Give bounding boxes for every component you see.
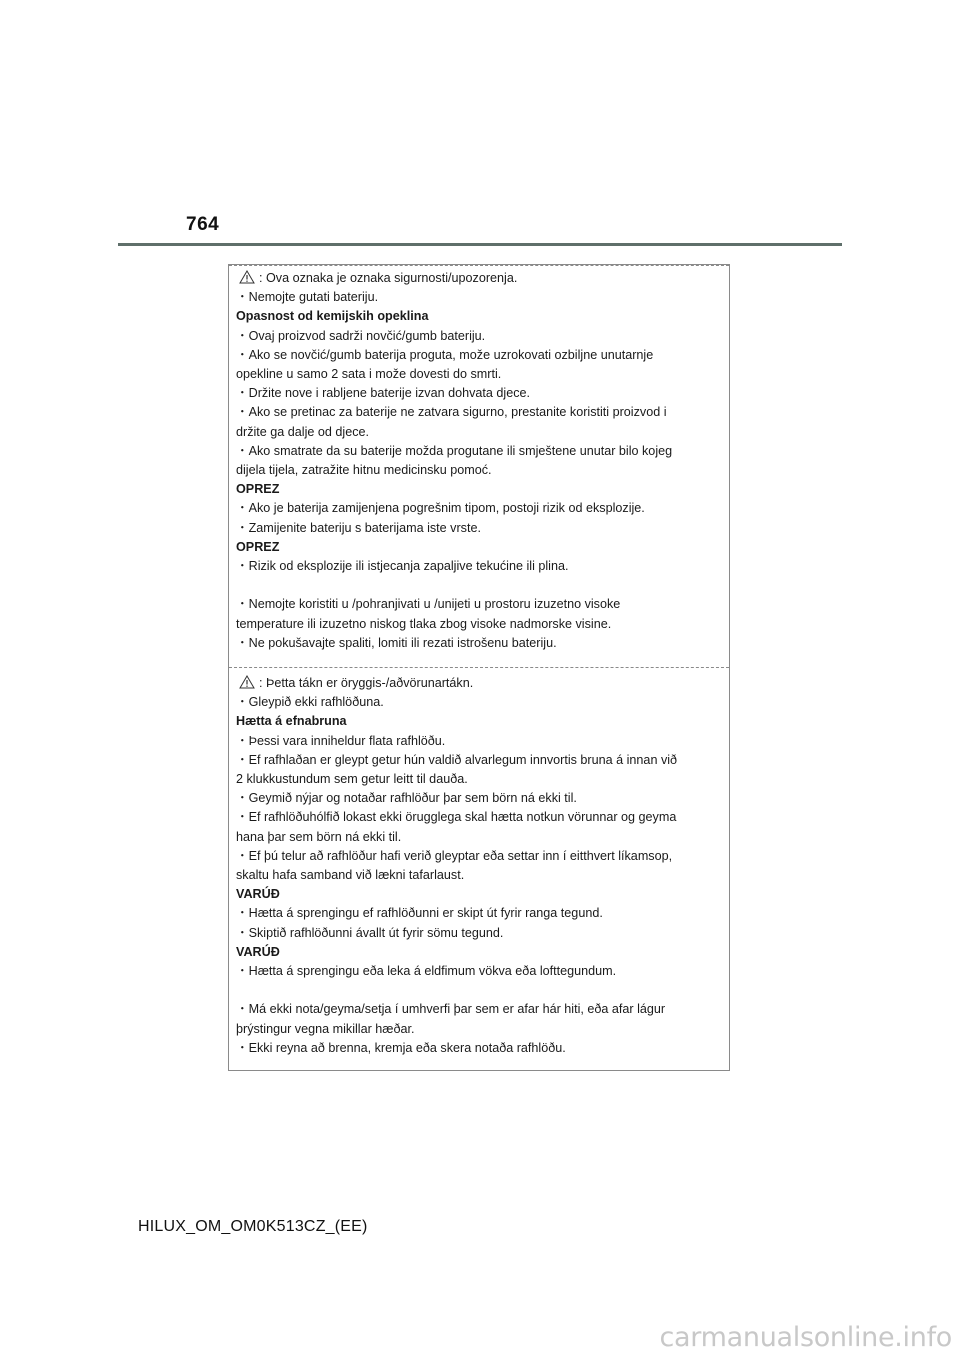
text-line <box>236 595 723 614</box>
line-text: ・Ef þú telur að rafhlöður hafi verið gleyptar eða settar inn í eitthvert líkamsop, <box>236 848 673 863</box>
line-text: ・Nemojte gutati bateriju. <box>236 290 379 305</box>
line-text: ・Ne pokušavajte spaliti, lomiti ili rezati istrošenu bateriju. <box>236 635 557 650</box>
line-text: ・Ef rafhlöðuhólfið lokast ekki örugglega skal hætta notkun vörunnar og geyma <box>236 810 677 825</box>
line-text: ・Þessi vara inniheldur flata rafhlöðu. <box>236 733 446 748</box>
line-text: ・Rizik od eksplozije ili istjecanja zapaljive tekućine ili plina. <box>236 559 569 574</box>
section-heading <box>236 538 723 557</box>
text-line <box>236 634 723 653</box>
text-line <box>236 519 723 538</box>
line-text: ・Má ekki nota/geyma/setja í umhverfi þar sem er afar hár hiti, eða afar lágur <box>236 1002 666 1017</box>
section-heading <box>236 712 723 731</box>
line-text: dijela tijela, zatražite hitnu medicinsku pomoć. <box>236 463 492 478</box>
line-text: ・Držite nove i rabljene baterije izvan dohvata djece. <box>236 386 531 401</box>
box-top-dash <box>229 265 729 266</box>
text-line <box>236 423 723 442</box>
text-line <box>236 828 723 847</box>
text-line <box>236 365 723 384</box>
line-text: temperature ili izuzetno niskog tlaka zbog visoke nadmorske visine. <box>236 616 612 631</box>
text-line <box>236 789 723 808</box>
text-line <box>236 499 723 518</box>
blank-line <box>236 981 723 1000</box>
text-line <box>236 866 723 885</box>
line-text: : Ova oznaka je oznaka sigurnosti/upozorenja. <box>259 271 518 285</box>
text-line <box>236 847 723 866</box>
text-line <box>236 557 723 576</box>
text-line <box>236 1039 723 1058</box>
text-line <box>236 808 723 827</box>
line-text: : Þetta tákn er öryggis-/aðvörunartákn. <box>259 676 474 690</box>
text-line <box>236 751 723 770</box>
text-line <box>236 269 723 288</box>
section-croatian <box>236 269 723 653</box>
section-heading <box>236 885 723 904</box>
footer-code: HILUX_OM_OM0K513CZ_(EE) <box>138 1218 368 1235</box>
line-text: ・Hætta á sprengingu ef rafhlöðunni er skipt út fyrir ranga tegund. <box>236 906 603 921</box>
section-icelandic <box>236 674 723 1058</box>
text-line <box>236 461 723 480</box>
text-line <box>236 1000 723 1019</box>
line-text: ・Ekki reyna að brenna, kremja eða skera notaða rafhlöðu. <box>236 1040 566 1055</box>
line-text: ・Ovaj proizvod sadrži novčić/gumb bateriju. <box>236 328 486 343</box>
line-text: ・Ako smatrate da su baterije možda progutane ili smještene unutar bilo kojeg <box>236 443 673 458</box>
text-line <box>236 384 723 403</box>
line-text: OPREZ <box>236 482 280 497</box>
text-line <box>236 1020 723 1039</box>
line-text: VARÚÐ <box>236 887 280 902</box>
line-text: Hætta á efnabruna <box>236 714 347 729</box>
header-rule <box>118 243 842 246</box>
page-number: 764 <box>186 214 220 235</box>
text-line <box>236 962 723 981</box>
section-heading <box>236 943 723 962</box>
text-line <box>236 904 723 923</box>
line-text: ・Ako se novčić/gumb baterija proguta, može uzrokovati ozbiljne unutarnje <box>236 347 654 362</box>
line-text: držite ga dalje od djece. <box>236 424 370 439</box>
line-text: ・Skiptið rafhlöðunni ávallt út fyrir sömu tegund. <box>236 925 504 940</box>
line-text: ・Gleypið ekki rafhlöðuna. <box>236 695 384 710</box>
line-text: VARÚÐ <box>236 944 280 959</box>
section-heading <box>236 480 723 499</box>
line-text: þrýstingur vegna mikillar hæðar. <box>236 1021 415 1036</box>
line-text: OPREZ <box>236 539 280 554</box>
line-text: opekline u samo 2 sata i može dovesti do smrti. <box>236 367 502 382</box>
text-line <box>236 403 723 422</box>
line-text: ・Ako se pretinac za baterije ne zatvara sigurno, prestanite koristiti proizvod i <box>236 405 667 420</box>
text-line <box>236 770 723 789</box>
line-text: ・Ef rafhlaðan er gleypt getur hún valdið alvarlegum innvortis bruna á innan við <box>236 752 678 767</box>
blank-line <box>236 576 723 595</box>
text-line <box>236 288 723 307</box>
warning-triangle-icon <box>239 270 255 284</box>
text-line <box>236 615 723 634</box>
text-line <box>236 693 723 712</box>
line-text: ・Ako je baterija zamijenjena pogrešnim tipom, postoji rizik od eksplozije. <box>236 501 645 516</box>
line-text: ・Hætta á sprengingu eða leka á eldfimum vökva eða lofttegundum. <box>236 964 617 979</box>
line-text: skaltu hafa samband við lækni tafarlaust. <box>236 868 465 883</box>
line-text: Opasnost od kemijskih opeklina <box>236 309 429 324</box>
text-line <box>236 442 723 461</box>
text-line <box>236 674 723 693</box>
watermark: carmanualsonline.info <box>659 1322 952 1353</box>
warning-box <box>228 264 730 1071</box>
line-text: ・Geymið nýjar og notaðar rafhlöður þar sem börn ná ekki til. <box>236 791 577 806</box>
text-line <box>236 346 723 365</box>
warning-triangle-icon <box>239 675 255 689</box>
section-heading <box>236 307 723 326</box>
text-line <box>236 732 723 751</box>
line-text: ・Nemojte koristiti u /pohranjivati u /unijeti u prostoru izuzetno visoke <box>236 597 621 612</box>
line-text: hana þar sem börn ná ekki til. <box>236 829 402 844</box>
section-divider <box>229 667 729 668</box>
text-line <box>236 327 723 346</box>
line-text: 2 klukkustundum sem getur leitt til dauða. <box>236 772 468 787</box>
text-line <box>236 924 723 943</box>
line-text: ・Zamijenite bateriju s baterijama iste vrste. <box>236 520 481 535</box>
